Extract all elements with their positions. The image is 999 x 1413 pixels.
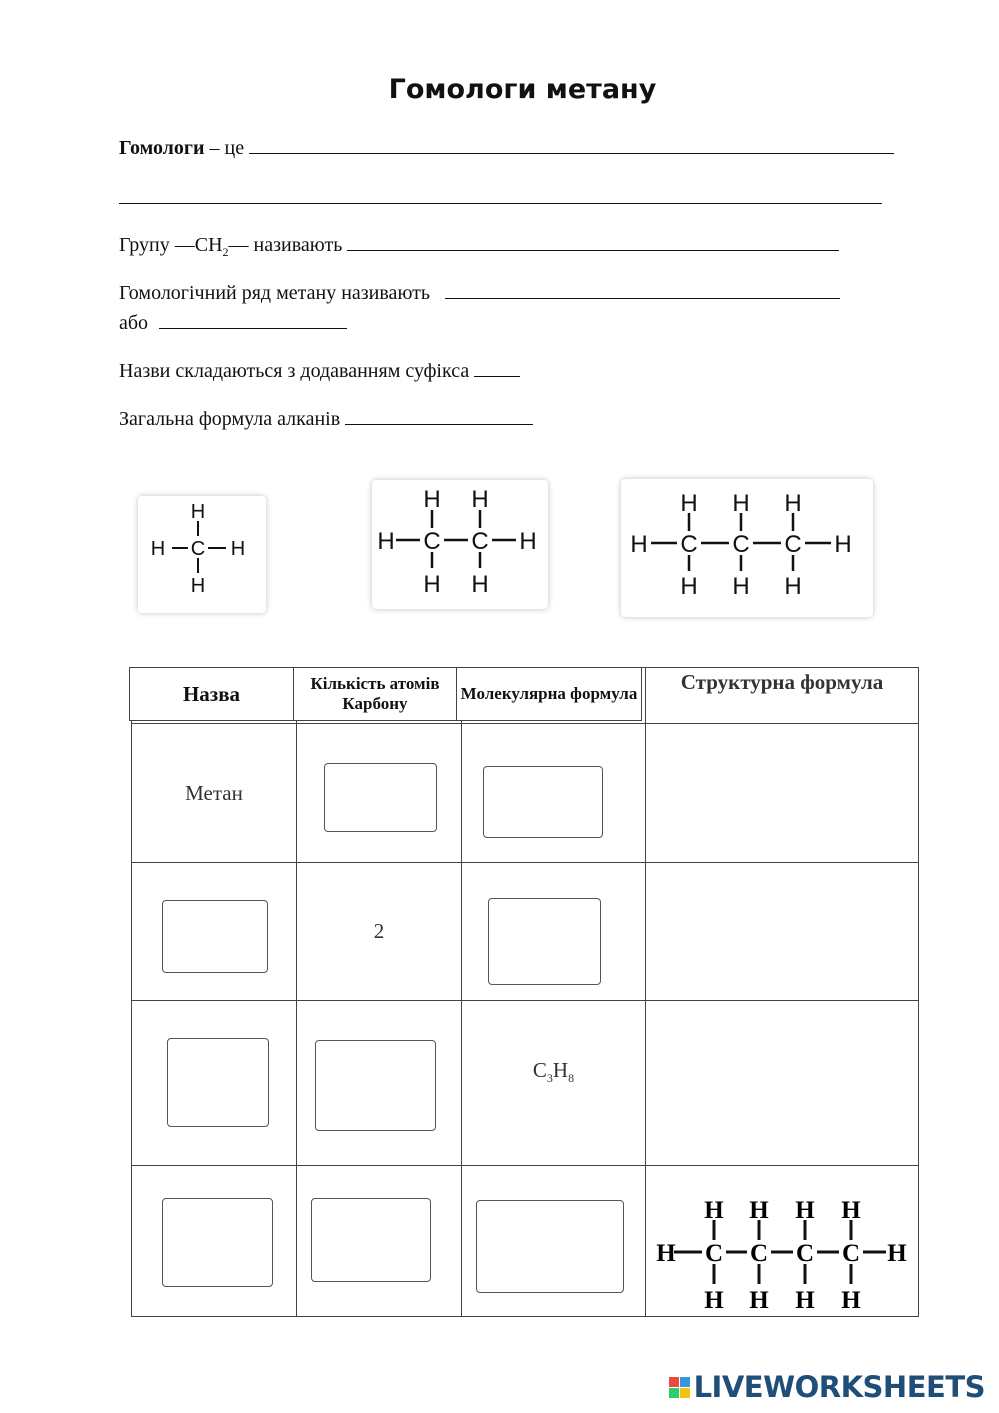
suffix-blank[interactable]: [474, 360, 520, 377]
series-or-line: [119, 312, 347, 335]
row4-carbon-input[interactable]: [311, 1198, 431, 1282]
atom-h: H: [732, 573, 750, 600]
series-line: [119, 282, 840, 305]
atom-c: C: [749, 1240, 769, 1267]
atom-c: C: [784, 531, 802, 558]
table-col-divider: [461, 667, 462, 1317]
formula-c: C: [532, 1058, 547, 1082]
formula-text: Загальна формула алканів: [119, 408, 346, 430]
table-col-divider: [918, 667, 919, 1317]
definition-line: [119, 137, 894, 160]
atom-h: H: [423, 486, 441, 513]
page-title: Гомологи метану: [388, 74, 657, 105]
table-col-divider: [131, 667, 132, 1317]
butane-structure: [652, 1192, 914, 1314]
group-line: [119, 234, 839, 260]
atom-c: C: [471, 528, 489, 555]
row3-formula: [462, 1058, 645, 1086]
series-or-blank[interactable]: [159, 312, 347, 329]
atom-c: C: [680, 531, 698, 558]
liveworksheets-logo: [669, 1370, 985, 1404]
atom-c: C: [704, 1240, 724, 1267]
atom-h: H: [680, 573, 698, 600]
atom-h: H: [190, 575, 206, 597]
atom-h: H: [749, 1287, 769, 1314]
row1-name: Метан: [185, 781, 243, 805]
atom-h: H: [704, 1197, 724, 1224]
atom-h: H: [190, 501, 206, 523]
atom-h: H: [471, 571, 489, 598]
atom-h: H: [630, 531, 648, 558]
group-subscript: 2: [222, 245, 229, 259]
atom-h: H: [704, 1287, 724, 1314]
atom-h: H: [732, 490, 750, 517]
atom-h: H: [841, 1287, 861, 1314]
table-row-divider: [131, 723, 919, 724]
atom-c: C: [795, 1240, 815, 1267]
ethane-structure-card: [372, 480, 548, 609]
propane-structure-card: [621, 479, 873, 617]
group-text-suffix: — називають: [228, 234, 348, 256]
atom-h: H: [519, 528, 537, 555]
series-blank[interactable]: [445, 282, 840, 299]
group-text: Групу —СН: [119, 234, 223, 256]
atom-h: H: [795, 1287, 815, 1314]
table-row-divider: [131, 1000, 919, 1001]
atom-h: H: [377, 528, 395, 555]
atom-c: C: [423, 528, 441, 555]
definition-blank[interactable]: [249, 137, 894, 154]
table-col-divider: [645, 667, 646, 1317]
ethane-structure: [372, 480, 548, 609]
atom-h: H: [841, 1197, 861, 1224]
atom-c: C: [190, 538, 206, 560]
formula-line: [119, 408, 533, 431]
formula-blank[interactable]: [345, 408, 533, 425]
header-carbon-count: Кількість атомів Карбону: [293, 667, 457, 721]
atom-h: H: [471, 486, 489, 513]
atom-h: H: [423, 571, 441, 598]
definition-blank-2[interactable]: [119, 203, 882, 204]
table-row-divider: [131, 862, 919, 863]
atom-h: H: [230, 538, 246, 560]
row1-carbon-input[interactable]: [324, 763, 437, 832]
formula-c-subscript: 3: [546, 1071, 553, 1086]
group-blank[interactable]: [347, 234, 839, 251]
atom-h: H: [834, 531, 852, 558]
table-row-divider: [131, 1165, 919, 1166]
row2-name-input[interactable]: [162, 900, 268, 973]
suffix-text: Назви складаються з додаванням суфікса: [119, 360, 475, 382]
atom-h: H: [656, 1240, 676, 1267]
series-text: Гомологічний ряд метану називають: [119, 282, 435, 304]
suffix-line: [119, 360, 520, 383]
row2-formula-input[interactable]: [488, 898, 601, 985]
formula-h-subscript: 8: [568, 1071, 575, 1086]
brand-text: LIVEWORKSHEETS: [693, 1370, 985, 1404]
atom-h: H: [784, 573, 802, 600]
atom-h: H: [795, 1197, 815, 1224]
row3-name-input[interactable]: [167, 1038, 269, 1127]
header-molecular-formula: Молекулярна формула: [456, 667, 642, 721]
row3-carbon-input[interactable]: [315, 1040, 436, 1131]
row2-carbon-count: 2: [373, 919, 385, 943]
definition-term: Гомологи: [119, 137, 205, 159]
atom-c: C: [841, 1240, 861, 1267]
formula-h: H: [552, 1058, 569, 1082]
definition-text: – це: [204, 137, 250, 159]
logo-mark-icon: [669, 1377, 690, 1398]
atom-h: H: [887, 1240, 907, 1267]
atom-h: H: [680, 490, 698, 517]
propane-structure: [621, 479, 873, 617]
table-col-divider: [296, 667, 297, 1317]
row4-formula-input[interactable]: [476, 1200, 624, 1293]
header-structural-formula: Структурна формула: [680, 670, 884, 694]
atom-h: H: [749, 1197, 769, 1224]
table-border-bottom: [131, 1316, 919, 1317]
atom-h: H: [784, 490, 802, 517]
methane-structure: [138, 496, 266, 613]
header-name: Назва: [129, 667, 294, 721]
methane-structure-card: [138, 496, 266, 613]
row1-formula-input[interactable]: [483, 766, 603, 838]
atom-c: C: [732, 531, 750, 558]
atom-h: H: [150, 538, 166, 560]
series-or-text: або: [119, 312, 154, 334]
row4-name-input[interactable]: [162, 1198, 273, 1287]
